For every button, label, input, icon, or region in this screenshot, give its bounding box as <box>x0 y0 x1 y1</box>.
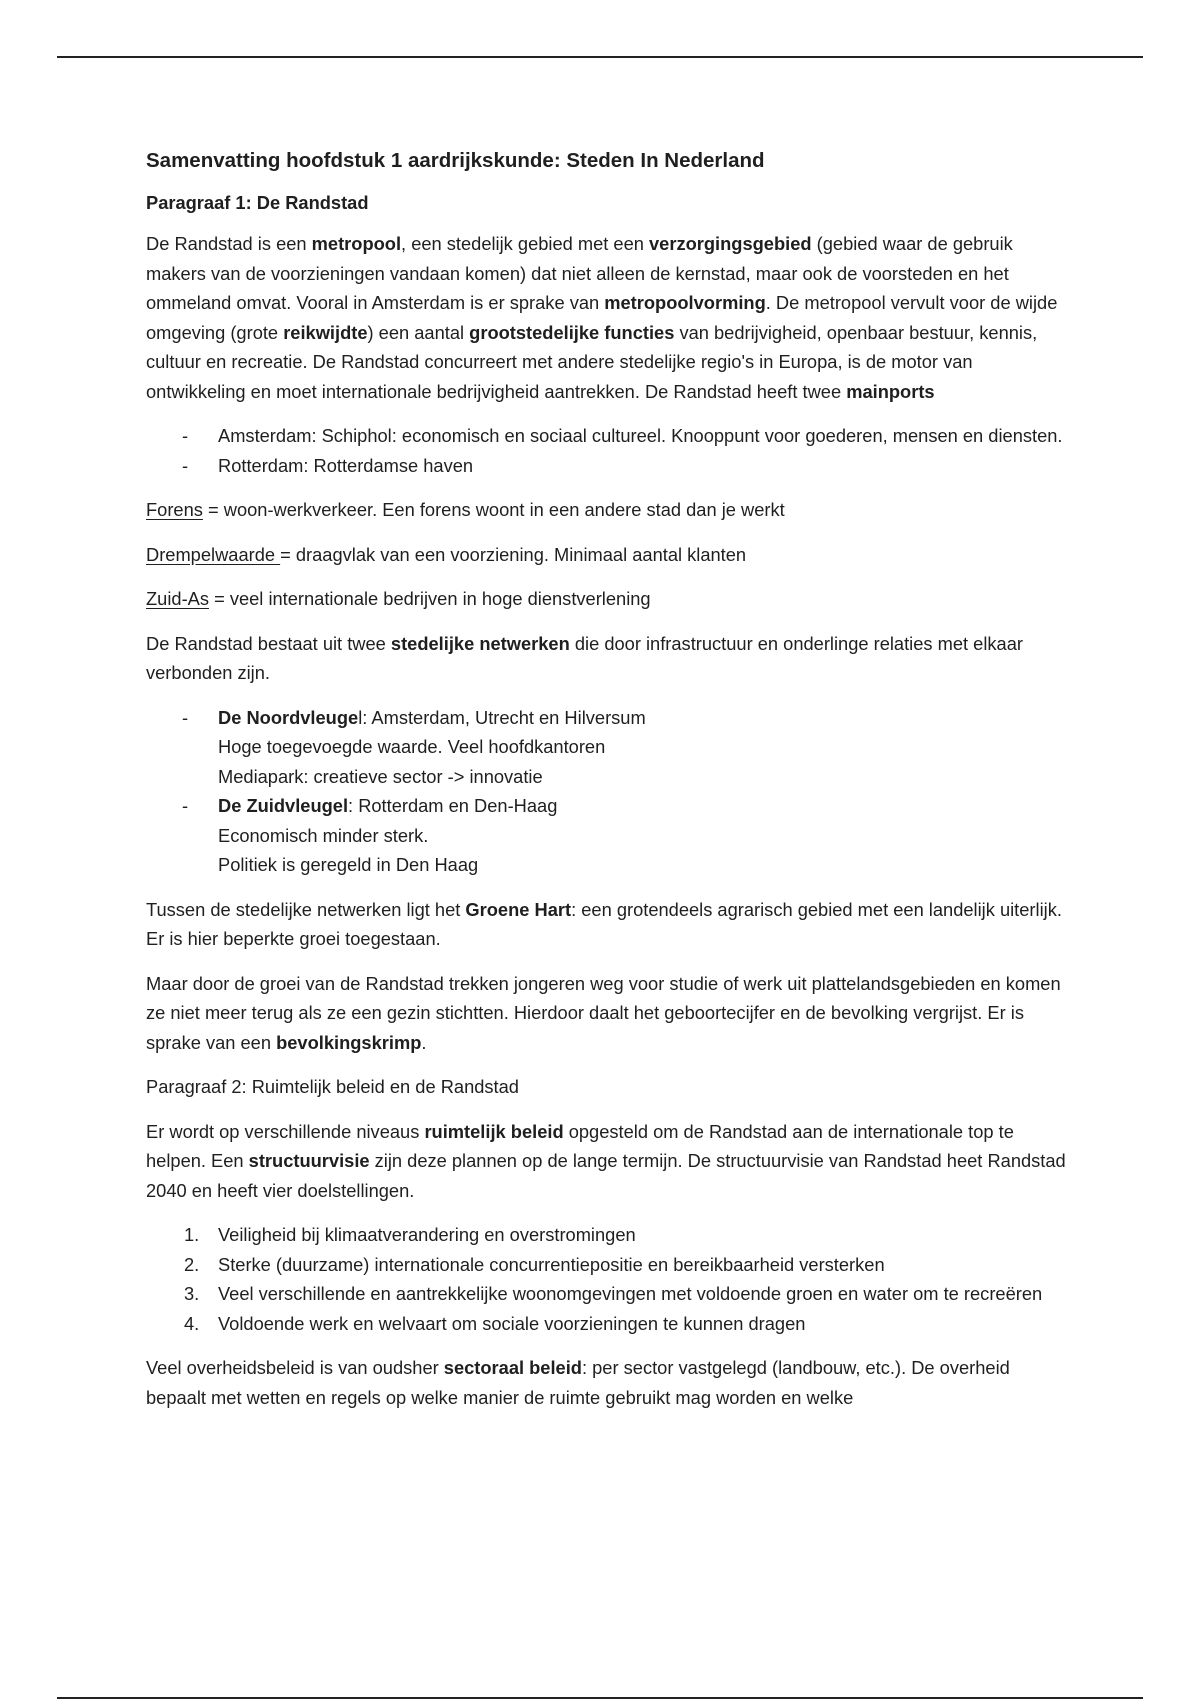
list-item: - De Noordvleugel: Amsterdam, Utrecht en Hilversum Hoge toegevoegde waarde. Veel hoofdkantoren Mediapark: creatieve sector -> innovatie <box>182 706 646 787</box>
bevolkingskrimp-paragraph: Maar door de groei van de Randstad trekken jongeren weg voor studie of werk uit plattelandsgebieden en komen ze niet meer terug als ze een gezin stichtten. Hierdoor daalt het geboortecijfer en de bevolking vergrijst. Er is sprake van een bevolkingskrimp. <box>146 972 1061 1053</box>
list-item: - Rotterdam: Rotterdamse haven <box>182 454 474 476</box>
document-body <box>146 140 1066 1427</box>
bottom-rule <box>57 1697 1143 1699</box>
list-item: 3. Veel verschillende en aantrekkelijke woonomgevingen met voldoende groen en water om te recreëren <box>184 1283 1043 1304</box>
mainports-list <box>146 421 1066 480</box>
definition-zuid-as: Zuid-As = veel internationale bedrijven in hoge dienstverlening <box>146 588 651 609</box>
definition-drempelwaarde: Drempelwaarde = draagvlak van een voorziening. Minimaal aantal klanten <box>146 543 747 565</box>
list-item: 1. Veiligheid bij klimaatverandering en overstromingen <box>184 1224 636 1245</box>
definition-forens: Forens = woon-werkverkeer. Een forens woont in een andere stad dan je werkt <box>146 499 785 520</box>
top-rule <box>57 56 1143 58</box>
doelstellingen-list <box>146 1220 1066 1338</box>
list-item: 2. Sterke (duurzame) internationale concurrentiepositie en bereikbaarheid versterken <box>184 1253 885 1275</box>
netwerken-paragraph: De Randstad bestaat uit twee stedelijke netwerken die door infrastructuur en onderlinge relaties met elkaar verbonden zijn. <box>146 632 1023 683</box>
groene-hart-paragraph: Tussen de stedelijke netwerken ligt het Groene Hart: een grotendeels agrarisch gebied met een landelijk uiterlijk. Er is hier beperkte groei toegestaan. <box>146 898 1062 949</box>
section-heading-2: Paragraaf 2: Ruimtelijk beleid en de Randstad <box>146 1076 519 1097</box>
sectoraal-beleid-paragraph: Veel overheidsbeleid is van oudsher sectoraal beleid: per sector vastgelegd (landbouw, etc.). De overheid bepaalt met wetten en regels op welke manier de ruimte gebruikt mag worden en welke <box>146 1357 1010 1408</box>
document-title: Samenvatting hoofdstuk 1 aardrijkskunde: Steden In Nederland <box>146 149 765 172</box>
ruimtelijk-beleid-paragraph: Er wordt op verschillende niveaus ruimtelijk beleid opgesteld om de Randstad aan de internationale top te helpen. Een structuurvisie zijn deze plannen op de lange termijn. De structuurvisie van Randstad heet Randstad 2040 en heeft vier doelstellingen. <box>146 1120 1066 1201</box>
section-heading-1: Paragraaf 1: De Randstad <box>146 192 369 213</box>
list-item: - Amsterdam: Schiphol: economisch en sociaal cultureel. Knooppunt voor goederen, mensen en diensten. <box>182 425 1063 446</box>
randstad-intro-paragraph: De Randstad is een metropool, een stedelijk gebied met een verzorgingsgebied (gebied waar de gebruik makers van de voorzieningen vandaan komen) dat niet alleen de kernstad, maar ook de voorsteden en het ommeland omvat. Vooral in Amsterdam is er sprake van metropoolvorming. De metropool vervult voor de wijde omgeving (grote reikwijdte) een aantal grootstedelijke functies van bedrijvigheid, openbaar bestuur, kennis, cultuur en recreatie. De Randstad concurreert met andere stedelijke regio's in Europa, is de motor van ontwikkeling en moet internationale bedrijvigheid aantrekken. De Randstad heeft twee mainports <box>146 233 1058 402</box>
vleugels-list <box>146 703 1066 880</box>
list-item: - De Zuidvleugel: Rotterdam en Den-Haag Economisch minder sterk. Politiek is geregeld in Den Haag <box>182 795 558 875</box>
list-item: 4. Voldoende werk en welvaart om sociale voorzieningen te kunnen dragen <box>184 1312 806 1334</box>
